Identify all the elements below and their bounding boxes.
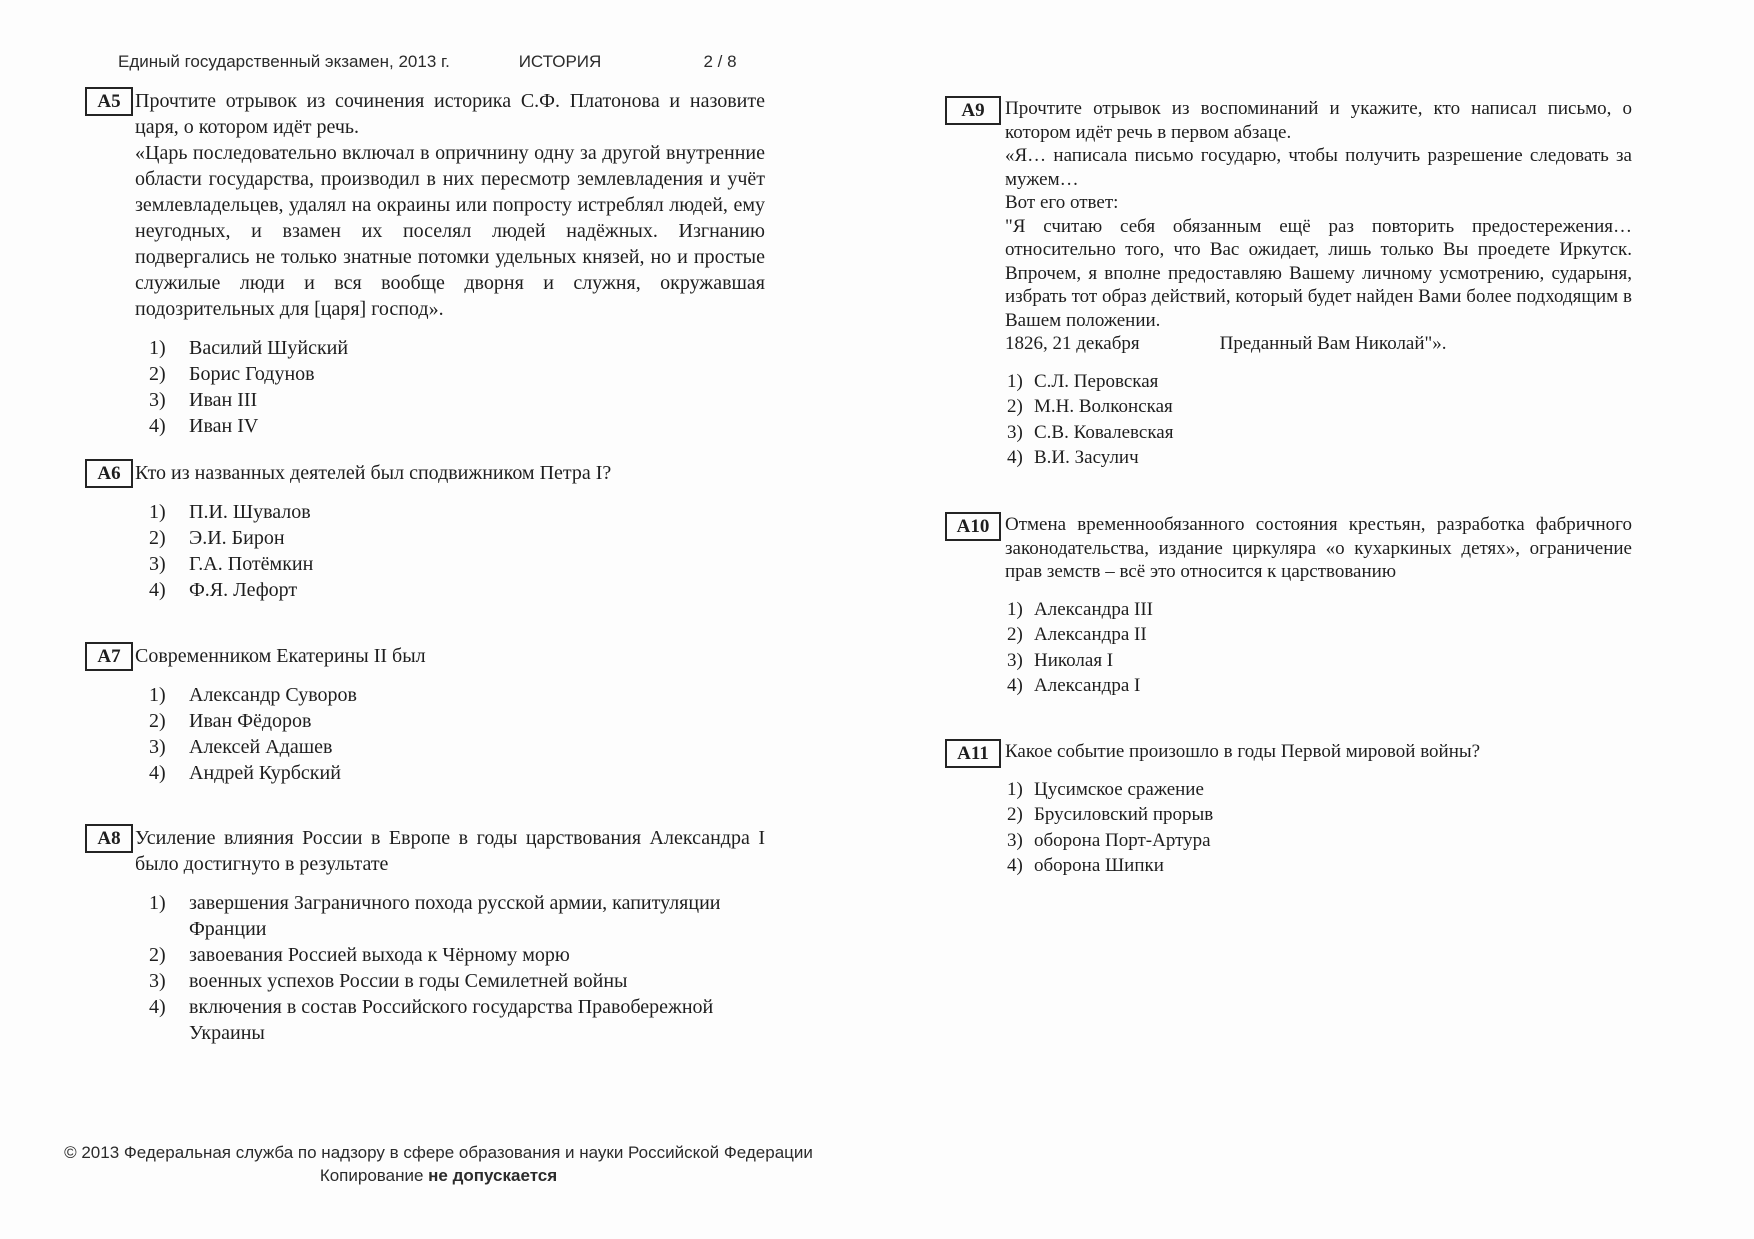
question-paragraph: "Я считаю себя обязанным ещё раз повторить предостережения… относительно того, что Вас ожидает, лишь только Вы проедете Иркутск. Впрочем, я вполне предоставляю Вашему личному усмотрению, сударыня, избрать тот образ действий, который будет найден Вами более подходящим в Вашем положении. [1005,215,1632,331]
answer-option [149,335,765,361]
option-number: 3) [1007,421,1023,443]
question-body [135,643,765,786]
option-text: В.И. Засулич [1034,447,1139,468]
answer-option [149,994,765,1046]
answer-options [1007,777,1632,879]
question-number-box [85,459,133,488]
option-number: 2) [1007,396,1023,417]
answer-option [149,734,765,760]
answer-option [149,968,765,994]
question-paragraph: Отмена временнообязанного состояния крестьян, разработка фабричного законодательства, издание циркуляра «о кухаркиных детях», ограничение прав земств – всё это относится к царствованию [1005,514,1632,582]
option-text: военных успехов России в годы Семилетней войны [189,970,628,992]
letter-signature: Преданный Вам Николай"». [1219,333,1447,354]
answer-option [149,890,765,942]
question-paragraph: Усиление влияния России в Европе в годы царствования Александра I было достигнуто в результате [135,827,765,875]
option-text: Иван III [189,389,258,411]
question-body [135,88,765,439]
answer-option [149,387,765,413]
option-text: Цусимское сражение [1034,778,1204,800]
option-text: Николая I [1034,649,1114,671]
answer-option [1007,394,1632,420]
option-number: 2) [149,363,166,385]
answer-option [1007,673,1632,699]
option-number: 2) [149,527,166,549]
question-paragraph: Вот его ответ: [1005,192,1119,213]
header-exam-title: Единый государственный экзамен, 2013 г. [118,52,450,71]
option-number: 4) [1007,675,1023,696]
header-subject: ИСТОРИЯ [518,52,602,71]
question-number-box [85,87,133,116]
option-number: 4) [149,762,166,784]
answer-option [1007,420,1632,446]
letter-signature-line [1005,332,1632,356]
question-a5 [85,88,765,439]
question-number-box [945,512,1001,541]
question-number-box [945,739,1001,768]
option-text: С.В. Ковалевская [1034,421,1174,443]
answer-options [149,499,765,603]
option-text: Иван Фёдоров [189,710,312,732]
question-paragraph: «Царь последовательно включал в опричнину одну за другой внутренние области государства, производил в них пересмотр землевладения и учёт землевладельцев, удалял на окраины или попросту истреблял людей, ему неугодных, и взамен их поселял людей надёжных. Изгнанию подвергались не только знатные потомки удельных князей, но и простые служилые люди и вся вообще дворня и служня, окружавшая подозрительных для [царя] господ». [135,142,765,320]
question-body [135,460,765,603]
option-text: Иван IV [189,415,259,437]
option-number: 3) [149,970,166,992]
question-paragraph: Современником Екатерины II был [135,645,426,667]
option-number: 1) [149,337,166,359]
option-number: 2) [1007,804,1023,825]
answer-option [149,499,765,525]
option-text: Брусиловский прорыв [1034,804,1214,825]
option-number: 1) [1007,778,1023,800]
question-a7 [85,643,765,786]
option-text: Борис Годунов [189,363,315,385]
question-number-label: А6 [97,463,121,484]
option-number: 2) [149,944,166,966]
option-text: завоевания Россией выхода к Чёрному морю [189,944,570,966]
question-body [1005,513,1632,699]
answer-option [149,551,765,577]
answer-option [149,682,765,708]
option-text: Александра I [1034,675,1141,696]
answer-option [149,361,765,387]
question-a11 [945,740,1632,879]
letter-date: 1826, 21 декабря [1005,333,1140,354]
question-body [1005,740,1632,879]
answer-option [1007,802,1632,828]
answer-option [149,708,765,734]
option-text: М.Н. Волконская [1034,396,1173,417]
option-text: завершения Заграничного похода русской армии, капитуляции Франции [189,892,721,940]
question-number-label: А10 [956,516,990,537]
option-text: Алексей Адашев [189,736,333,758]
question-paragraph: Прочтите отрывок из воспоминаний и укажите, кто написал письмо, о котором идёт речь в первом абзаце. [1005,98,1632,143]
option-number: 4) [1007,855,1023,876]
answer-option [1007,648,1632,674]
question-paragraph: Кто из названных деятелей был сподвижником Петра I? [135,462,612,484]
footer-copy-notice [0,1164,877,1187]
question-paragraph: Какое событие произошло в годы Первой мировой войны? [1005,741,1481,762]
answer-option [149,413,765,439]
option-number: 4) [149,579,166,601]
answer-option [149,760,765,786]
option-text: Василий Шуйский [189,337,349,359]
answer-options [149,335,765,439]
option-number: 4) [149,996,166,1018]
option-number: 4) [1007,447,1023,468]
question-a6 [85,460,765,603]
question-body [135,825,765,1046]
question-number-label: А9 [961,100,985,121]
question-number-label: А11 [957,743,989,764]
question-number-box [945,96,1001,125]
option-text: С.Л. Перовская [1034,370,1159,392]
footer-copyright: © 2013 Федеральная служба по надзору в сфере образования и науки Российской Федерации [64,1143,813,1162]
question-number-label: А7 [97,646,121,667]
option-number: 3) [1007,829,1023,851]
option-text: Александра III [1034,598,1153,620]
answer-option [149,577,765,603]
option-text: оборона Порт-Артура [1034,829,1211,851]
question-paragraph: Прочтите отрывок из сочинения историка С.Ф. Платонова и назовите царя, о котором идёт речь. [135,90,765,138]
option-text: Э.И. Бирон [189,527,285,549]
option-text: Ф.Я. Лефорт [189,579,298,601]
option-number: 2) [149,710,166,732]
option-text: П.И. Шувалов [189,501,311,523]
answer-option [1007,853,1632,879]
option-text: Александра II [1034,624,1147,645]
question-a8 [85,825,765,1046]
question-paragraph: «Я… написала письмо государю, чтобы получить разрешение следовать за мужем… [1005,145,1632,190]
option-text: Андрей Курбский [189,762,341,784]
option-number: 3) [149,389,166,411]
question-a10 [945,513,1632,699]
option-number: 1) [149,684,166,706]
option-text: включения в состав Российского государства Правобережной Украины [189,996,714,1044]
header-page-number: 2 / 8 [703,52,737,71]
footer-notice-bold: не допускается [428,1166,558,1185]
option-number: 1) [149,892,166,914]
option-number: 3) [1007,649,1023,671]
question-number-label: А5 [97,91,121,112]
answer-options [1007,597,1632,699]
footer-notice-prefix: Копирование [319,1166,429,1185]
page-footer [0,1141,877,1187]
answer-option [1007,445,1632,471]
option-text: Г.А. Потёмкин [189,553,314,575]
answer-options [1007,369,1632,471]
option-number: 3) [149,736,166,758]
option-number: 3) [149,553,166,575]
answer-option [1007,828,1632,854]
answer-option [1007,622,1632,648]
answer-option [1007,777,1632,803]
question-number-label: А8 [97,828,121,849]
option-number: 4) [149,415,166,437]
option-text: оборона Шипки [1034,855,1164,876]
answer-option [1007,369,1632,395]
question-body [1005,97,1632,471]
answer-option [149,942,765,968]
option-number: 1) [1007,598,1023,620]
option-text: Александр Суворов [189,684,357,706]
answer-option [1007,597,1632,623]
option-number: 2) [1007,624,1023,645]
answer-option [149,525,765,551]
option-number: 1) [1007,370,1023,392]
question-number-box [85,824,133,853]
question-number-box [85,642,133,671]
question-a9 [945,97,1632,471]
option-number: 1) [149,501,166,523]
answer-options [149,890,765,1046]
answer-options [149,682,765,786]
